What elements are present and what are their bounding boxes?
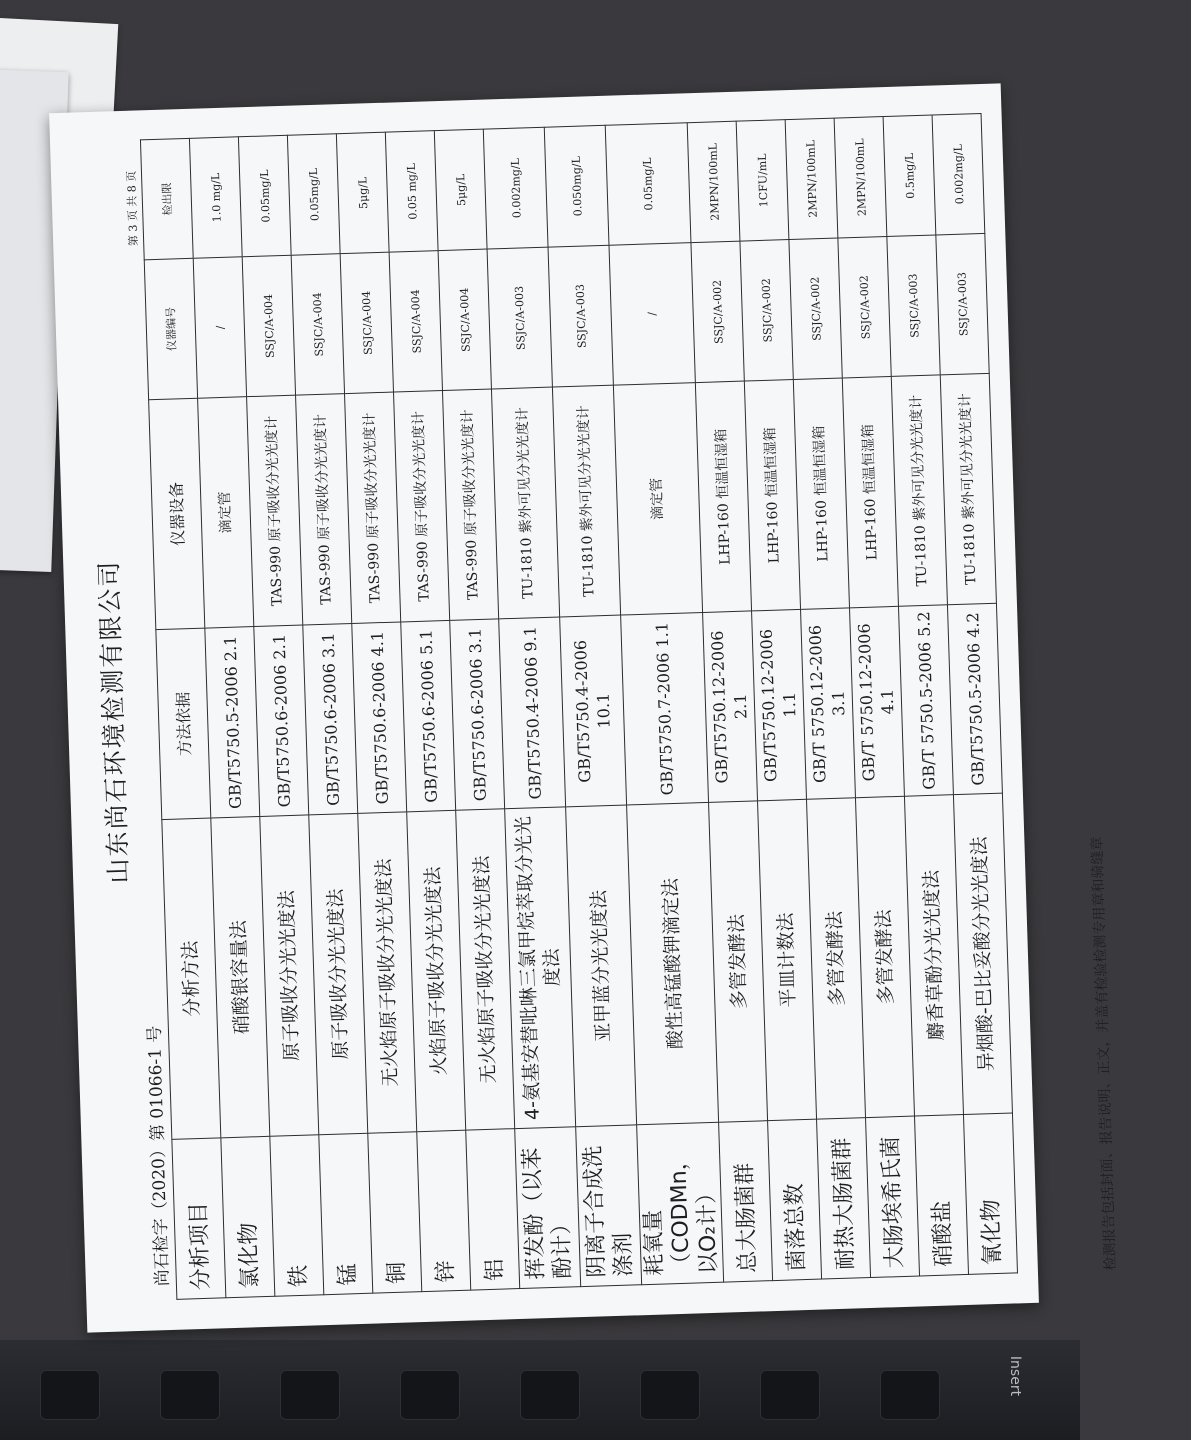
cell-basis: GB/T5750.6-2006 3.1 [303,623,358,814]
cell-equipment: TU-1810 紫外可见分光光度计 [552,385,620,617]
cell-detection-limit: 0.002mg/L [483,127,548,249]
cell-method: 酸性高锰酸钾滴定法 [627,802,719,1124]
cell-instrument-no: SSJC/A-004 [438,249,491,390]
cell-method: 麝香草酚分光光度法 [904,795,963,1116]
header-equipment: 仪器设备 [149,398,205,629]
cell-basis: GB/T 5750.5-2006 5.2 [898,605,953,796]
cell-instrument-no: / [609,243,695,386]
cell-detection-limit: 0.050mg/L [544,125,609,247]
cell-detection-limit: 5μg/L [434,129,487,250]
cell-item: 硝酸盐 [915,1115,969,1276]
cell-basis: GB/T5750.6-2006 2.1 [254,625,309,816]
keyboard-key [40,1370,100,1420]
company-name: 山东尚石环境检测有限公司 [94,559,134,884]
header-basis: 方法依据 [156,628,211,819]
cell-item: 阴离子合成洗涤剂 [576,1125,642,1287]
cell-equipment: TAS-990 原子吸收分光光度计 [345,392,401,623]
cell-method: 多管发酵法 [709,801,768,1122]
cell-item: 铝 [466,1129,520,1290]
header-instrument-no: 仪器编号 [144,258,197,399]
cell-method: 4-氨基安替吡啉三氯甲烷萃取分光光度法 [505,807,576,1129]
cell-equipment: 滴定管 [613,383,702,615]
cell-item: 锰 [319,1133,373,1294]
cell-instrument-no: SSJC/A-002 [838,236,891,377]
cell-method: 亚甲蓝分光光度法 [566,805,637,1127]
cell-detection-limit: 2MPN/100mL [785,118,838,239]
cell-method: 无火焰原子吸收分光光度法 [358,812,417,1133]
cell-equipment: TAS-990 原子吸收分光光度计 [394,391,450,622]
cell-detection-limit: 1.0 mg/L [189,137,242,258]
keyboard-key [880,1370,940,1420]
cell-item: 氯化物 [221,1136,275,1297]
cell-basis: GB/T5750.7-2006 1.1 [621,612,709,804]
cell-basis: GB/T5750.6-2006 3.1 [450,619,505,810]
cell-item: 耗氧量（CODMn，以O₂计） [637,1122,724,1284]
cell-detection-limit: 1CFU/mL [736,120,789,241]
cell-method: 无火焰原子吸收分光光度法 [456,809,515,1130]
cell-method: 硝酸银容量法 [211,816,270,1137]
cell-method: 异烟酸-巴比妥酸分光光度法 [953,793,1012,1114]
cell-detection-limit: 0.05 mg/L [385,131,438,252]
cell-item: 菌落总数 [768,1119,822,1280]
report-page [49,83,1119,1332]
keyboard-key [640,1370,700,1420]
cell-item: 氰化物 [963,1113,1017,1274]
cell-instrument-no: SSJC/A-003 [887,235,940,376]
cell-basis: GB/T5750.5-2006 2.1 [205,627,260,818]
cell-item: 铜 [368,1132,422,1293]
cell-instrument-no: SSJC/A-002 [691,241,744,382]
cell-instrument-no: SSJC/A-003 [548,245,613,387]
cell-basis: GB/T5750.6-2006 5.1 [401,620,456,811]
cell-item: 大肠埃希氏菌 [866,1116,920,1277]
cell-equipment: LHP-160 恒温恒湿箱 [744,380,800,611]
cell-instrument-no: SSJC/A-002 [740,240,793,381]
cell-basis: GB/T5750.4-2006 9.1 [499,617,566,809]
cell-equipment: TU-1810 紫外可见分光光度计 [940,373,996,604]
cell-instrument-no: SSJC/A-004 [340,252,393,393]
cell-equipment: TAS-990 原子吸收分光光度计 [247,395,303,626]
cell-equipment: TAS-990 原子吸收分光光度计 [442,389,498,620]
page-number: 第 3 页 共 8 页 [124,170,141,247]
header-detection-limit: 检出限 [140,138,193,259]
cell-instrument-no: SSJC/A-004 [242,255,295,396]
cell-method: 原子吸收分光光度法 [309,813,368,1134]
cell-method: 多管发酵法 [806,798,865,1119]
cell-detection-limit: 0.05mg/L [238,135,291,256]
cell-instrument-no: SSJC/A-002 [789,238,842,379]
cell-basis: GB/T5750.6-2006 4.1 [352,622,407,813]
cell-instrument-no: SSJC/A-003 [936,233,989,374]
cell-item: 铁 [270,1135,324,1296]
cell-basis: GB/T5750.12-2006 2.1 [703,611,758,802]
cell-detection-limit: 0.002mg/L [932,113,985,234]
keyboard-key [160,1370,220,1420]
cell-basis: GB/T5750.12-2006 1.1 [752,609,807,800]
cell-instrument-no: SSJC/A-003 [487,247,552,389]
cell-detection-limit: 0.05mg/L [605,123,691,246]
cell-item: 锌 [417,1130,471,1291]
cell-method: 平皿计数法 [758,799,817,1120]
cell-instrument-no: SSJC/A-004 [291,254,344,395]
cell-basis: GB/T 5750.12-2006 4.1 [850,606,905,797]
cell-equipment: LHP-160 恒温恒湿箱 [842,376,898,607]
cell-equipment: LHP-160 恒温恒湿箱 [793,378,849,609]
cell-instrument-no: / [193,257,246,398]
cell-method: 火焰原子吸收分光光度法 [407,810,466,1131]
analysis-methods-table [140,113,1018,1300]
cell-basis: GB/T5750.5-2006 4.2 [947,603,1002,794]
cell-detection-limit: 0.5mg/L [883,115,936,236]
cell-equipment: 滴定管 [198,397,254,628]
report-content [76,114,1119,1302]
cell-equipment: TU-1810 紫外可见分光光度计 [891,375,947,606]
keyboard-key [400,1370,460,1420]
cell-basis: GB/T 5750.12-2006 3.1 [801,608,856,799]
cell-detection-limit: 2MPN/100mL [834,117,887,238]
cell-instrument-no: SSJC/A-004 [389,251,442,392]
cell-equipment: TAS-990 原子吸收分光光度计 [296,394,352,625]
cell-equipment: TU-1810 紫外可见分光光度计 [491,387,559,619]
cell-detection-limit: 0.05mg/L [287,134,340,255]
report-number: 尚石检字（2020）第 01066-1 号 [144,1025,173,1287]
keyboard-key-label: Insert [1007,1355,1024,1397]
cell-detection-limit: 2MPN/100mL [687,121,740,242]
cell-item: 总大肠菌群 [719,1121,773,1282]
report-footnote: 检测报告包括封面、报告说明、正文，并盖有检验检测专用章和骑缝章 [1089,836,1119,1271]
cell-item: 耐热大肠菌群 [817,1118,871,1279]
header-method: 分析方法 [162,818,221,1139]
keyboard-key [280,1370,340,1420]
cell-method: 多管发酵法 [855,796,914,1117]
keyboard-key [520,1370,580,1420]
cell-item: 挥发酚（以苯酚计） [515,1127,581,1289]
cell-detection-limit: 5μg/L [336,132,389,253]
cell-basis: GB/T5750.4-2006 10.1 [560,615,627,807]
keyboard-key [760,1370,820,1420]
header-item: 分析项目 [172,1138,226,1299]
cell-method: 原子吸收分光光度法 [260,815,319,1136]
cell-equipment: LHP-160 恒温恒湿箱 [695,381,751,612]
